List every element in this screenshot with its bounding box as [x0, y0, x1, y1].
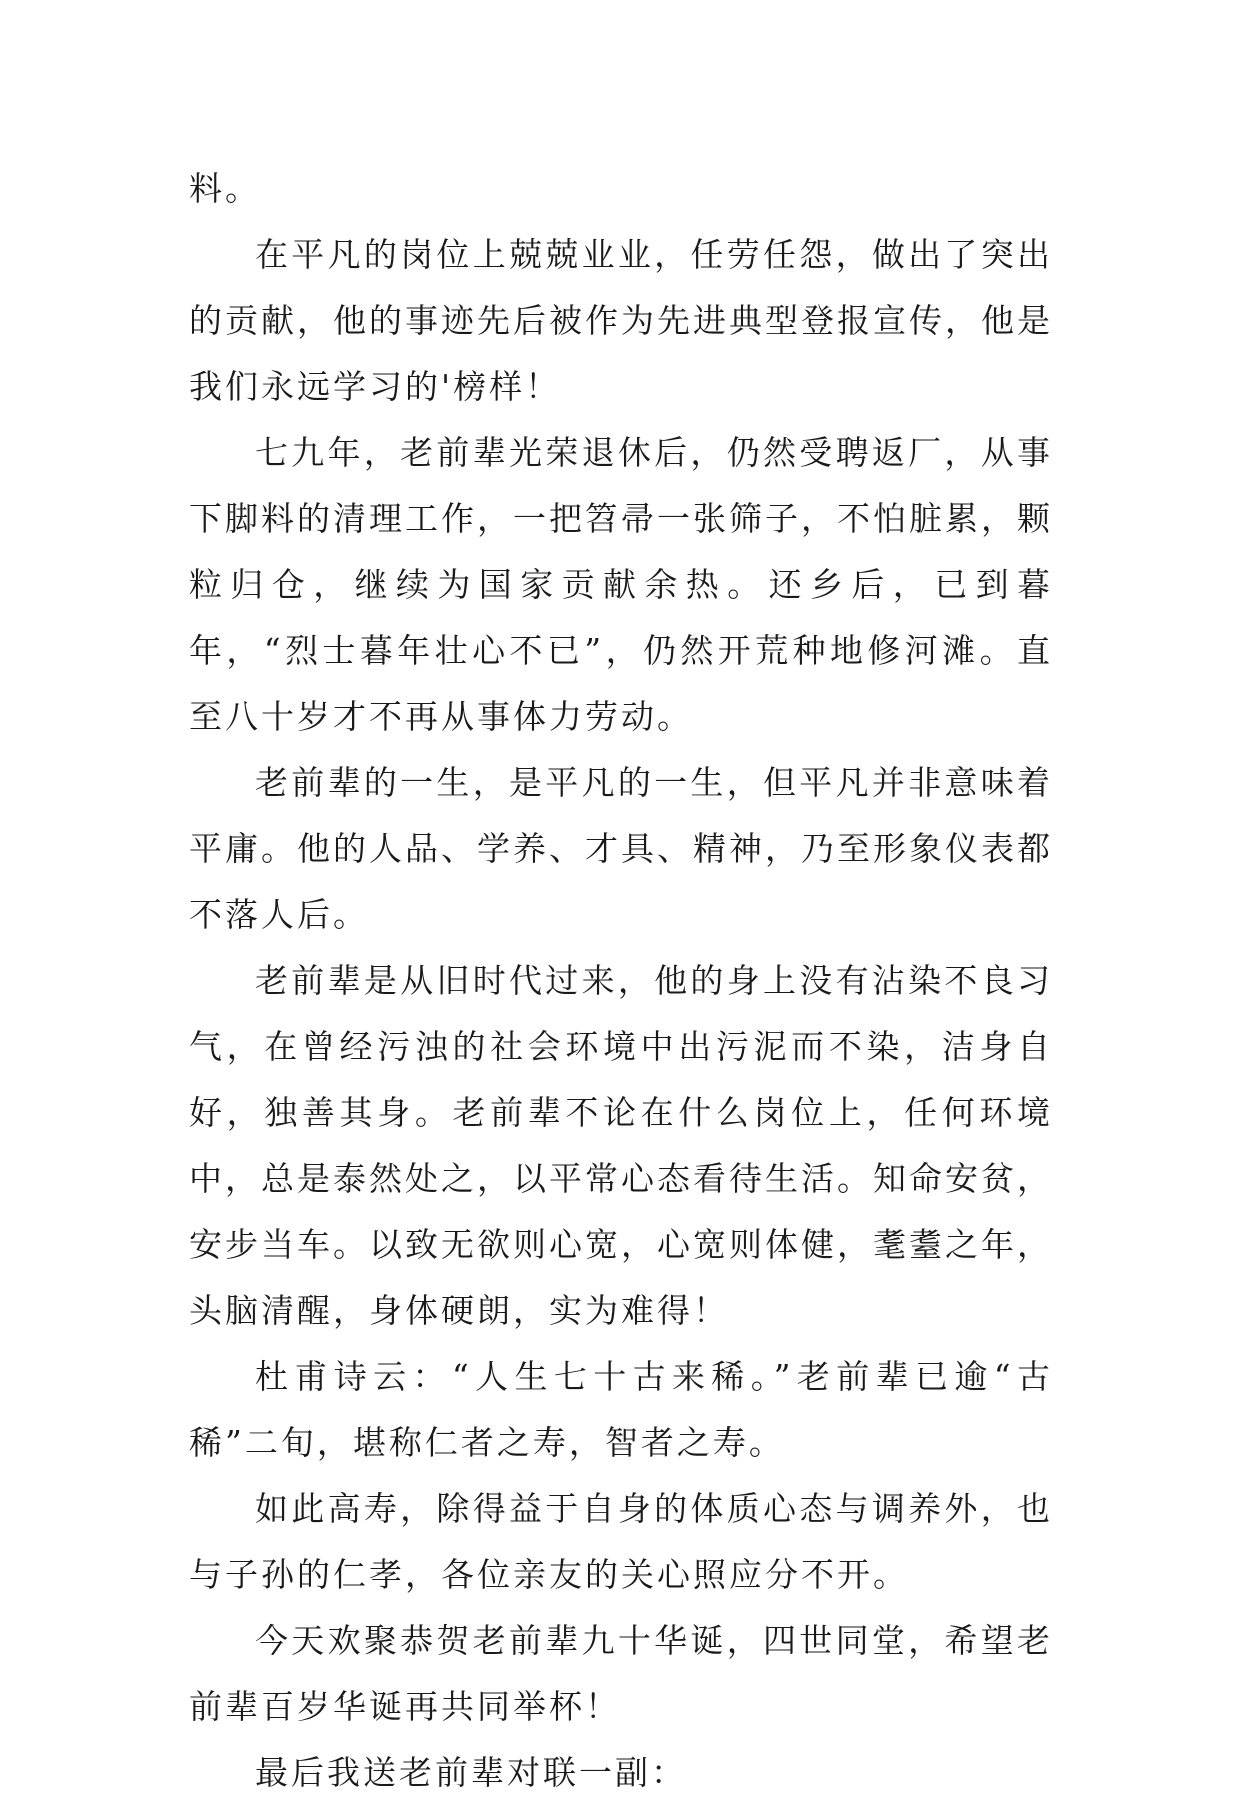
paragraph-celebration: 今天欢聚恭贺老前辈九十华诞，四世同堂，希望老前辈百岁华诞再共同举杯！: [189, 1621, 1053, 1726]
paragraph-character: 老前辈是从旧时代过来，他的身上没有沾染不良习气，在曾经污浊的社会环境中出污泥而不染，洁身自好，独善其身。老前辈不论在什么岗位上，任何环境中，总是泰然处之，以平常心态看待生活。知命安贫，安步当车。以致无欲则心宽，心宽则体健，耄耋之年，头脑清醒，身体硬朗，实为难得！: [189, 961, 1053, 1330]
paragraph-longevity: 如此高寿，除得益于自身的体质心态与调养外，也与子孙的仁孝，各位亲友的关心照应分不开。: [189, 1489, 1053, 1594]
body-text: [189, 156, 1053, 1806]
paragraph-model-contribution: 在平凡的岗位上兢兢业业，任劳任怨，做出了突出的贡献，他的事迹先后被作为先进典型登报宣传，他是我们永远学习的'榜样！: [189, 235, 1053, 406]
paragraph-couplet-intro: 最后我送老前辈对联一副：: [255, 1753, 687, 1792]
paragraph-ordinary-life: 老前辈的一生，是平凡的一生，但平凡并非意味着平庸。他的人品、学养、才具、精神，乃至形象仪表都不落人后。: [189, 763, 1053, 934]
paragraph-poem-quote: 杜甫诗云：“人生七十古来稀。”老前辈已逾“古稀”二旬，堪称仁者之寿，智者之寿。: [189, 1357, 1053, 1462]
paragraph-continuation: 料。: [189, 169, 261, 208]
paragraph-retirement: 七九年，老前辈光荣退休后，仍然受聘返厂，从事下脚料的清理工作，一把笤帚一张筛子，不怕脏累，颗粒归仓，继续为国家贡献余热。还乡后，已到暮年，“烈士暮年壮心不已”，仍然开荒种地修河滩。直至八十岁才不再从事体力劳动。: [189, 433, 1053, 736]
